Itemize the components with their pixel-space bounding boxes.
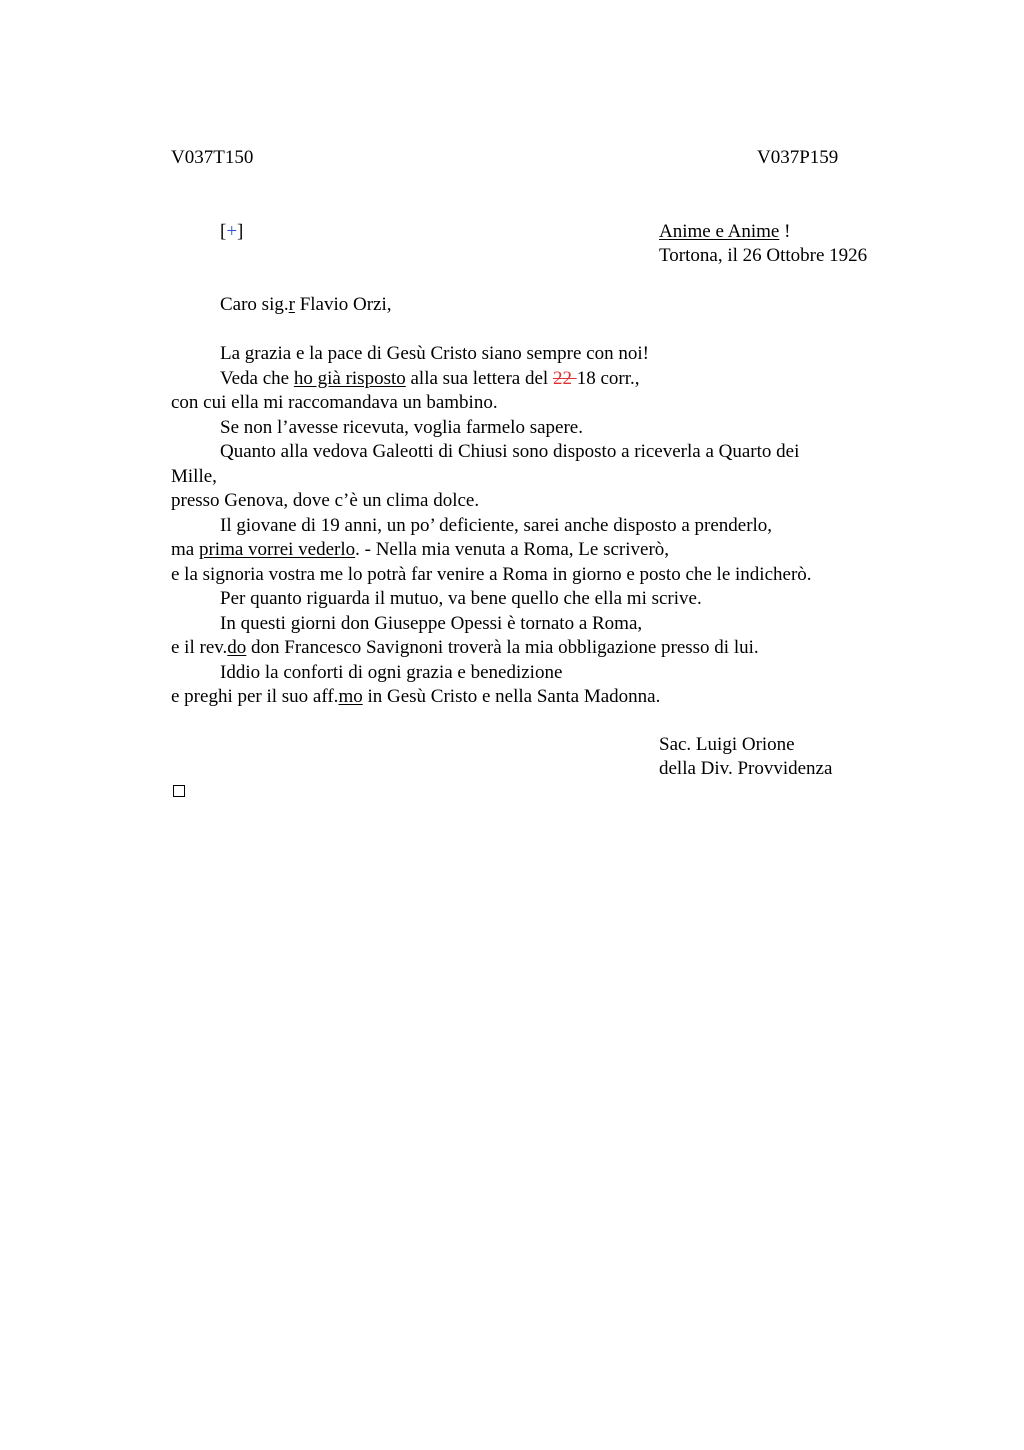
salutation bbox=[220, 293, 392, 317]
body-line-9-a: ma bbox=[171, 539, 199, 560]
place-date: Tortona, il 26 Ottobre 1926 bbox=[659, 245, 868, 266]
body-line-8: Il giovane di 19 anni, un po’ deficiente, sarei anche disposto a prenderlo, bbox=[220, 514, 773, 536]
motto-underlined: Anime e Anime bbox=[659, 221, 780, 242]
body-line-5: Quanto alla vedova Galeotti di Chiusi sono disposto a riceverla a Quarto dei bbox=[220, 441, 800, 462]
body-line-9-underlined: prima vorrei vederlo bbox=[198, 539, 356, 560]
salutation-after: Flavio Orzi, bbox=[294, 294, 392, 315]
salutation-before: Caro sig. bbox=[220, 294, 289, 315]
bracket-close: ] bbox=[237, 221, 244, 242]
body-line-11: Per quanto riguarda il mutuo, va bene quello che ella mi scrive. bbox=[220, 588, 702, 609]
body-line-14: Iddio la conforti di ogni grazia e benedizione bbox=[220, 661, 563, 683]
signature-line-2: della Div. Provvidenza bbox=[659, 758, 833, 779]
body-line-2-a: Veda che bbox=[220, 367, 294, 389]
body-line-15 bbox=[171, 685, 891, 710]
body-line-15-a: e preghi per il suo aff. bbox=[171, 686, 339, 707]
body-line-13 bbox=[171, 636, 891, 661]
signature-line-1: Sac. Luigi Orione bbox=[659, 734, 795, 755]
body-line-1: La grazia e la pace di Gesù Cristo siano sempre con noi! bbox=[220, 343, 649, 364]
body-line-12: In questi giorni don Giuseppe Opessi è tornato a Roma, bbox=[220, 612, 643, 634]
bracket-open: [ bbox=[220, 221, 227, 242]
body-line-4: Se non l’avesse ricevuta, voglia farmelo sapere. bbox=[220, 416, 583, 438]
body-line-2 bbox=[171, 367, 891, 392]
body-line-2-b: alla sua lettera del bbox=[405, 367, 553, 389]
cross-icon: + bbox=[226, 221, 238, 242]
body-line-6: Mille, bbox=[171, 465, 217, 487]
document-code-left: V037T150 bbox=[171, 147, 254, 168]
body-line-10: e la signoria vostra me lo potrà far venire a Roma in giorno e posto che le indicherò. bbox=[171, 563, 812, 585]
body-line-2-strikethrough: 22 bbox=[552, 367, 577, 389]
body-line-13-b: don Francesco Savignoni troverà la mia obbligazione presso di lui. bbox=[246, 637, 759, 658]
body-line-15-b: in Gesù Cristo e nella Santa Madonna. bbox=[362, 686, 661, 707]
cross-mark bbox=[220, 220, 243, 244]
motto-suffix: ! bbox=[779, 221, 791, 242]
body-line-13-underlined: do bbox=[227, 637, 247, 658]
body-line-13-a: e il rev. bbox=[171, 637, 228, 658]
salutation-abbrev: r bbox=[288, 294, 295, 315]
end-marker-box-icon bbox=[173, 785, 185, 797]
motto bbox=[659, 220, 790, 244]
body-line-7: presso Genova, dove c’è un clima dolce. bbox=[171, 490, 480, 511]
body-line-2-underlined: ho già risposto bbox=[293, 367, 406, 389]
body-line-15-underlined: mo bbox=[338, 686, 363, 707]
body-line-9-b: . - Nella mia venuta a Roma, Le scriverò, bbox=[355, 539, 670, 560]
body-line-2-c: 18 corr., bbox=[576, 367, 640, 389]
document-code-right: V037P159 bbox=[757, 147, 839, 168]
letter-body bbox=[171, 342, 891, 710]
body-line-9 bbox=[171, 538, 891, 563]
body-line-3: con cui ella mi raccomandava un bambino. bbox=[171, 392, 498, 413]
